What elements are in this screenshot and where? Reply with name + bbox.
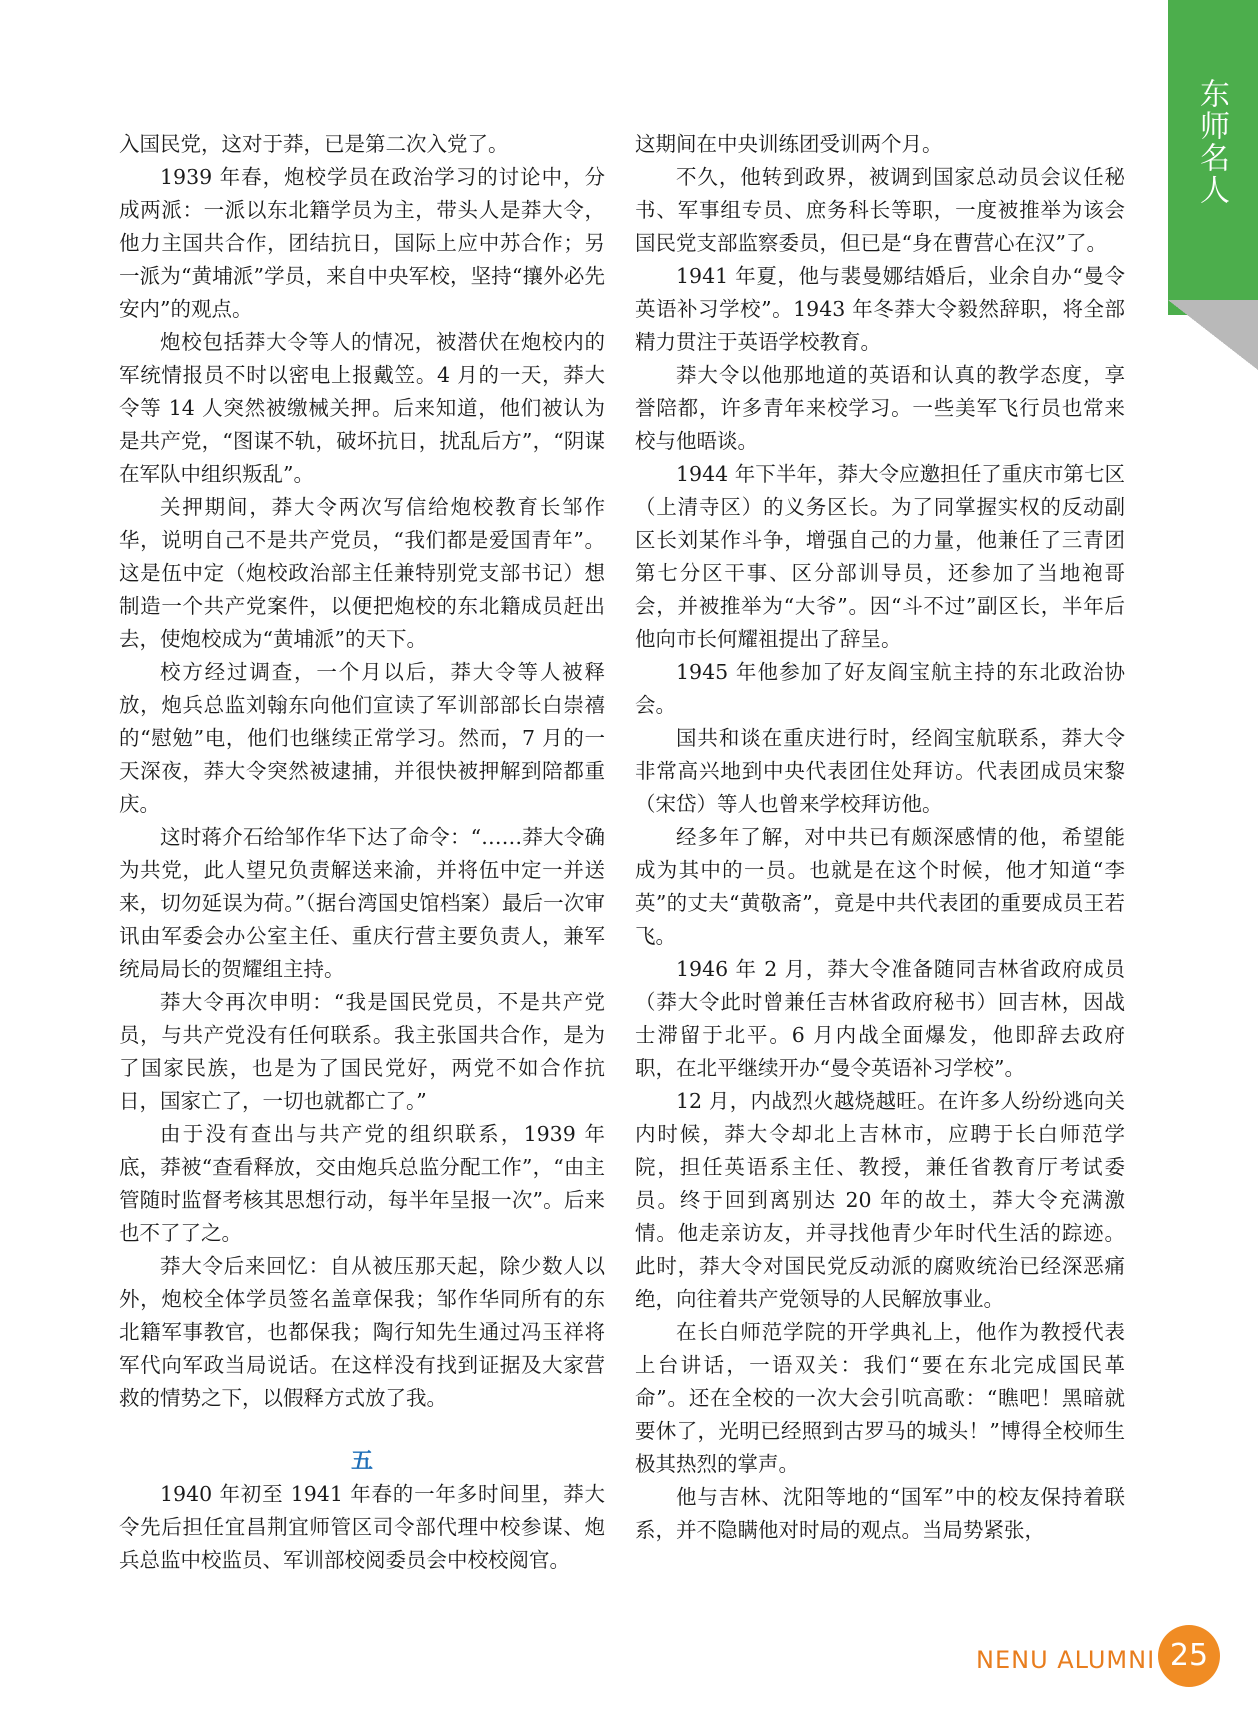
paragraph: 由于没有查出与共产党的组织联系，1939 年底，莽被“查看释放，交由炮兵总监分配工作”，“由主管随时监督考核其思想行动，每半年呈报一次”。后来也不了了之。 bbox=[119, 1122, 605, 1245]
left-column bbox=[119, 128, 605, 1577]
section-tab bbox=[1168, 0, 1258, 315]
section-tab-label: 东师名人 bbox=[1194, 78, 1229, 206]
footer-brand: NENU ALUMNI bbox=[976, 1646, 1156, 1674]
paragraph: 1940 年初至 1941 年春的一年多时间里，莽大令先后担任宜昌荆宜师管区司令部代理中校参谋、炮兵总监中校监员、军训部校阅委员会中校校阅官。 bbox=[119, 1482, 605, 1572]
paragraph: 1941 年夏，他与裴曼娜结婚后，业余自办“曼令英语补习学校”。1943 年冬莽大令毅然辞职，将全部精力贯注于英语学校教育。 bbox=[635, 264, 1125, 354]
paragraph: 国共和谈在重庆进行时，经阎宝航联系，莽大令非常高兴地到中央代表团住处拜访。代表团成员宋黎（宋岱）等人也曾来学校拜访他。 bbox=[635, 726, 1125, 816]
paragraph: 1944 年下半年，莽大令应邀担任了重庆市第七区（上清寺区）的义务区长。为了同掌握实权的反动副区长刘某作斗争，增强自己的力量，他兼任了三青团第七分区干事、区分部训导员，还参加了当地袍哥会，并被推举为“大爷”。因“斗不过”副区长，半年后他向市长何耀祖提出了辞呈。 bbox=[635, 462, 1125, 651]
section-heading: 五 bbox=[350, 1448, 373, 1474]
paragraph: 入国民党，这对于莽，已是第二次入党了。 bbox=[119, 132, 509, 156]
paragraph: 这期间在中央训练团受训两个月。 bbox=[635, 132, 943, 156]
paragraph: 经多年了解，对中共已有颇深感情的他，希望能成为其中的一员。也就是在这个时候，他才知道“李英”的丈夫“黄敬斋”，竟是中共代表团的重要成员王若飞。 bbox=[635, 825, 1125, 948]
paragraph: 1945 年他参加了好友阎宝航主持的东北政治协会。 bbox=[635, 660, 1125, 717]
paragraph: 12 月，内战烈火越烧越旺。在许多人纷纷逃向关内时候，莽大令却北上吉林市，应聘于长白师范学院，担任英语系主任、教授，兼任省教育厅考试委员。终于回到离别达 20 年的故土，莽大令充满激情。他走亲访友，并寻找他青少年时代生活的踪迹。此时，莽大令对国民党反动派的腐败统治已经深恶痛绝，向往着共产党领导的人民解放事业。 bbox=[635, 1089, 1125, 1311]
section-tab-fold bbox=[1168, 300, 1258, 370]
paragraph: 1939 年春，炮校学员在政治学习的讨论中，分成两派：一派以东北籍学员为主，带头人是莽大令，他力主国共合作，团结抗日，国际上应中苏合作；另一派为“黄埔派”学员，来自中央军校，坚持“攘外必先安内”的观点。 bbox=[119, 165, 605, 321]
paragraph: 1946 年 2 月，莽大令准备随同吉林省政府成员（莽大令此时曾兼任吉林省政府秘书）回吉林，因战士滞留于北平。6 月内战全面爆发，他即辞去政府职，在北平继续开办“曼令英语补习学校”。 bbox=[635, 957, 1125, 1080]
paragraph: 校方经过调查，一个月以后，莽大令等人被释放，炮兵总监刘翰东向他们宣读了军训部部长白崇禧的“慰勉”电，他们也继续正常学习。然而，7 月的一天深夜，莽大令突然被逮捕，并很快被押解到陪都重庆。 bbox=[119, 660, 605, 816]
page-number: 25 bbox=[1158, 1625, 1220, 1687]
paragraph: 在长白师范学院的开学典礼上，他作为教授代表上台讲话，一语双关：我们“要在东北完成国民革命”。还在全校的一次大会引吭高歌：“瞧吧！黑暗就要休了，光明已经照到古罗马的城头！”博得全校师生极其热烈的掌声。 bbox=[635, 1320, 1125, 1476]
paragraph: 这时蒋介石给邹作华下达了命令：“……莽大令确为共党，此人望兄负责解送来渝，并将伍中定一并送来，切勿延误为荷。”（据台湾国史馆档案）最后一次审讯由军委会办公室主任、重庆行营主要负责人，兼军统局局长的贺耀组主持。 bbox=[119, 825, 605, 981]
paragraph: 炮校包括莽大令等人的情况，被潜伏在炮校内的军统情报员不时以密电上报戴笠。4 月的一天，莽大令等 14 人突然被缴械关押。后来知道，他们被认为是共产党，“图谋不轨，破坏抗日，扰乱后方”，“阴谋在军队中组织叛乱”。 bbox=[119, 330, 605, 486]
paragraph: 不久，他转到政界，被调到国家总动员会议任秘书、军事组专员、庶务科长等职，一度被推举为该会国民党支部监察委员，但已是“身在曹营心在汉”了。 bbox=[635, 165, 1125, 255]
paragraph: 莽大令后来回忆：自从被压那天起，除少数人以外，炮校全体学员签名盖章保我；邹作华同所有的东北籍军事教官，也都保我；陶行知先生通过冯玉祥将军代向军政当局说话。在这样没有找到证据及大家营救的情势之下，以假释方式放了我。 bbox=[119, 1254, 605, 1410]
paragraph: 莽大令再次申明：“我是国民党员，不是共产党员，与共产党没有任何联系。我主张国共合作，是为了国家民族，也是为了国民党好，两党不如合作抗日，国家亡了，一切也就都亡了。” bbox=[119, 990, 605, 1113]
paragraph: 莽大令以他那地道的英语和认真的教学态度，享誉陪都，许多青年来校学习。一些美军飞行员也常来校与他晤谈。 bbox=[635, 363, 1125, 453]
right-column bbox=[635, 128, 1125, 1547]
paragraph: 关押期间，莽大令两次写信给炮校教育长邹作华，说明自己不是共产党员，“我们都是爱国青年”。这是伍中定（炮校政治部主任兼特别党支部书记）想制造一个共产党案件，以便把炮校的东北籍成员赶出去，使炮校成为“黄埔派”的天下。 bbox=[119, 495, 605, 651]
paragraph: 他与吉林、沈阳等地的“国军”中的校友保持着联系，并不隐瞒他对时局的观点。当局势紧张， bbox=[635, 1485, 1125, 1542]
